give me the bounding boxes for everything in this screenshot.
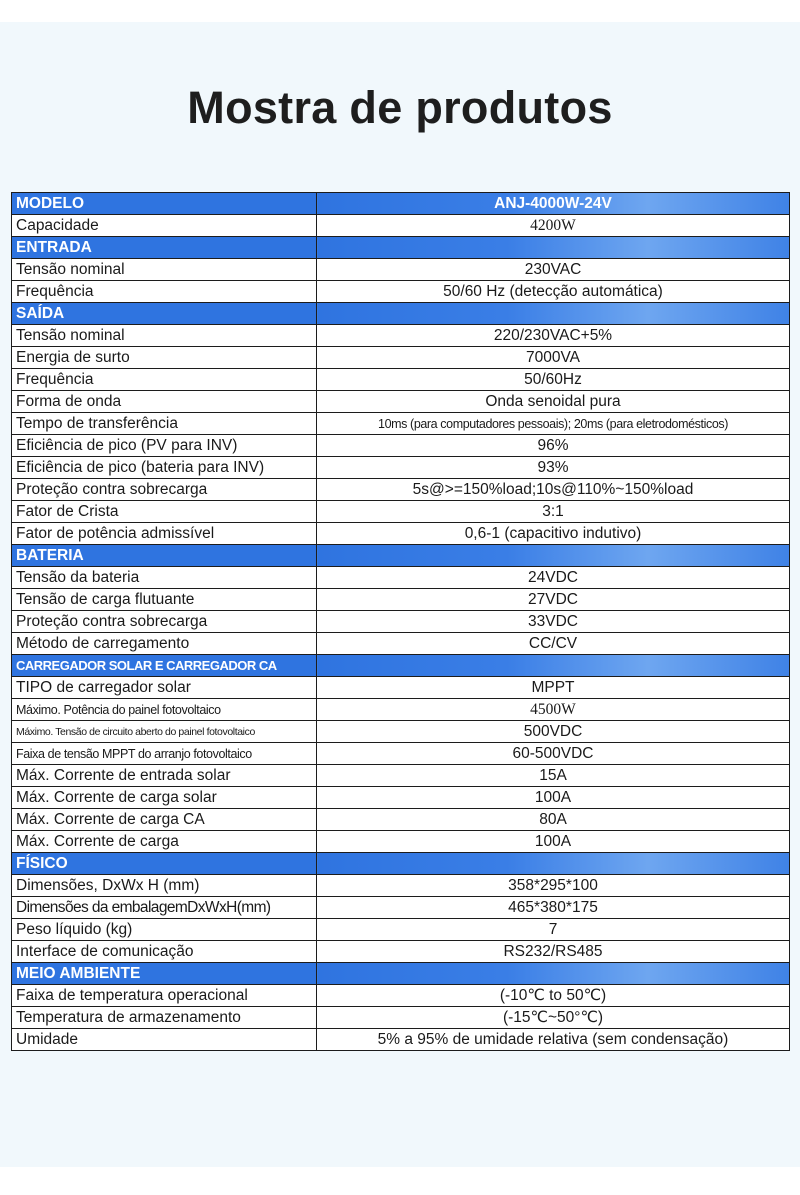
model-value: ANJ-4000W-24V: [317, 193, 790, 215]
table-row: [12, 985, 790, 1007]
spec-value: 10ms (para computadores pessoais); 20ms (para eletrodomésticos): [317, 413, 790, 435]
spec-label: Tempo de transferência: [12, 413, 317, 435]
spec-label: Umidade: [12, 1029, 317, 1051]
capacity-label: Capacidade: [12, 215, 317, 237]
table-row: [12, 765, 790, 787]
section-header-battery: [12, 545, 790, 567]
spec-label: Proteção contra sobrecarga: [12, 611, 317, 633]
table-row: [12, 743, 790, 765]
spec-label: Máx. Corrente de entrada solar: [12, 765, 317, 787]
table-row: [12, 699, 790, 721]
spec-label: Tensão de carga flutuante: [12, 589, 317, 611]
spec-value: 465*380*175: [317, 897, 790, 919]
section-header-fill: [317, 545, 790, 567]
table-row: [12, 787, 790, 809]
spec-label: Peso líquido (kg): [12, 919, 317, 941]
spec-value: 3:1: [317, 501, 790, 523]
table-row: [12, 875, 790, 897]
table-row: [12, 677, 790, 699]
spec-label: Máx. Corrente de carga solar: [12, 787, 317, 809]
table-row: [12, 941, 790, 963]
spec-value: 220/230VAC+5%: [317, 325, 790, 347]
table-row: [12, 391, 790, 413]
spec-value: 7000VA: [317, 347, 790, 369]
section-title: FÍSICO: [12, 853, 317, 875]
spec-label: Dimensões da embalagemDxWxH(mm): [12, 897, 317, 919]
spec-label: TIPO de carregador solar: [12, 677, 317, 699]
spec-label: Máx. Corrente de carga: [12, 831, 317, 853]
model-label: MODELO: [12, 193, 317, 215]
spec-value: 15A: [317, 765, 790, 787]
table-row: [12, 325, 790, 347]
spec-value: 100A: [317, 831, 790, 853]
spec-value: 230VAC: [317, 259, 790, 281]
table-row: [12, 413, 790, 435]
table-row: [12, 633, 790, 655]
table-row: [12, 281, 790, 303]
spec-label: Dimensões, DxWx H (mm): [12, 875, 317, 897]
spec-label: Máx. Corrente de carga CA: [12, 809, 317, 831]
table-row: [12, 721, 790, 743]
spec-label: Máximo. Tensão de circuito aberto do painel fotovoltaico: [12, 721, 317, 743]
table-row: [12, 479, 790, 501]
table-row: [12, 457, 790, 479]
spec-label: Eficiência de pico (PV para INV): [12, 435, 317, 457]
spec-label: Método de carregamento: [12, 633, 317, 655]
spec-label: Energia de surto: [12, 347, 317, 369]
model-row: [12, 193, 790, 215]
spec-value: 80A: [317, 809, 790, 831]
spec-value: 7: [317, 919, 790, 941]
section-header-fill: [317, 655, 790, 677]
spec-label: Tensão nominal: [12, 325, 317, 347]
spec-value: 50/60Hz: [317, 369, 790, 391]
table-row: [12, 501, 790, 523]
spec-label: Tensão da bateria: [12, 567, 317, 589]
spec-value: 24VDC: [317, 567, 790, 589]
spec-label: Proteção contra sobrecarga: [12, 479, 317, 501]
spec-value: 27VDC: [317, 589, 790, 611]
spec-value: Onda senoidal pura: [317, 391, 790, 413]
spec-label: Eficiência de pico (bateria para INV): [12, 457, 317, 479]
spec-label: Frequência: [12, 369, 317, 391]
spec-value: 500VDC: [317, 721, 790, 743]
spec-value: 358*295*100: [317, 875, 790, 897]
spec-value: 0,6-1 (capacitivo indutivo): [317, 523, 790, 545]
spec-label: Faixa de temperatura operacional: [12, 985, 317, 1007]
spec-value: CC/CV: [317, 633, 790, 655]
table-row: [12, 523, 790, 545]
table-row: [12, 369, 790, 391]
spec-value: 93%: [317, 457, 790, 479]
capacity-value: 4200W: [317, 215, 790, 237]
section-header-charger: [12, 655, 790, 677]
section-header-fill: [317, 303, 790, 325]
spec-value: (-10℃ to 50℃): [317, 985, 790, 1007]
spec-label: Frequência: [12, 281, 317, 303]
table-row: [12, 589, 790, 611]
table-row: [12, 215, 790, 237]
spec-value: 96%: [317, 435, 790, 457]
spec-label: Interface de comunicação: [12, 941, 317, 963]
spec-label: Fator de Crista: [12, 501, 317, 523]
spec-value: 100A: [317, 787, 790, 809]
spec-value: 5% a 95% de umidade relativa (sem condensação): [317, 1029, 790, 1051]
spec-label: Fator de potência admissível: [12, 523, 317, 545]
section-header-physical: [12, 853, 790, 875]
section-title: SAÍDA: [12, 303, 317, 325]
section-header-fill: [317, 237, 790, 259]
table-row: [12, 809, 790, 831]
page-title: Mostra de produtos: [187, 82, 613, 133]
section-title: MEIO AMBIENTE: [12, 963, 317, 985]
table-row: [12, 347, 790, 369]
spec-value: 50/60 Hz (detecção automática): [317, 281, 790, 303]
spec-label: Temperatura de armazenamento: [12, 1007, 317, 1029]
section-title: CARREGADOR SOLAR E CARREGADOR CA: [12, 655, 317, 677]
section-title: ENTRADA: [12, 237, 317, 259]
spec-table: [11, 192, 790, 1051]
table-row: [12, 611, 790, 633]
table-row: [12, 1007, 790, 1029]
section-header-fill: [317, 963, 790, 985]
table-row: [12, 567, 790, 589]
section-header-fill: [317, 853, 790, 875]
spec-value: 60-500VDC: [317, 743, 790, 765]
spec-value: MPPT: [317, 677, 790, 699]
spec-label: Faixa de tensão MPPT do arranjo fotovoltaico: [12, 743, 317, 765]
spec-value: (-15℃~50°℃): [317, 1007, 790, 1029]
spec-label: Máximo. Potência do painel fotovoltaico: [12, 699, 317, 721]
table-row: [12, 259, 790, 281]
table-row: [12, 435, 790, 457]
table-row: [12, 831, 790, 853]
spec-value: 33VDC: [317, 611, 790, 633]
spec-label: Forma de onda: [12, 391, 317, 413]
spec-label: Tensão nominal: [12, 259, 317, 281]
table-row: [12, 1029, 790, 1051]
table-row: [12, 919, 790, 941]
spec-value: RS232/RS485: [317, 941, 790, 963]
spec-value: 5s@>=150%load;10s@110%~150%load: [317, 479, 790, 501]
section-header-input: [12, 237, 790, 259]
section-header-environment: [12, 963, 790, 985]
table-row: [12, 897, 790, 919]
section-title: BATERIA: [12, 545, 317, 567]
spec-value: 4500W: [317, 699, 790, 721]
section-header-output: [12, 303, 790, 325]
